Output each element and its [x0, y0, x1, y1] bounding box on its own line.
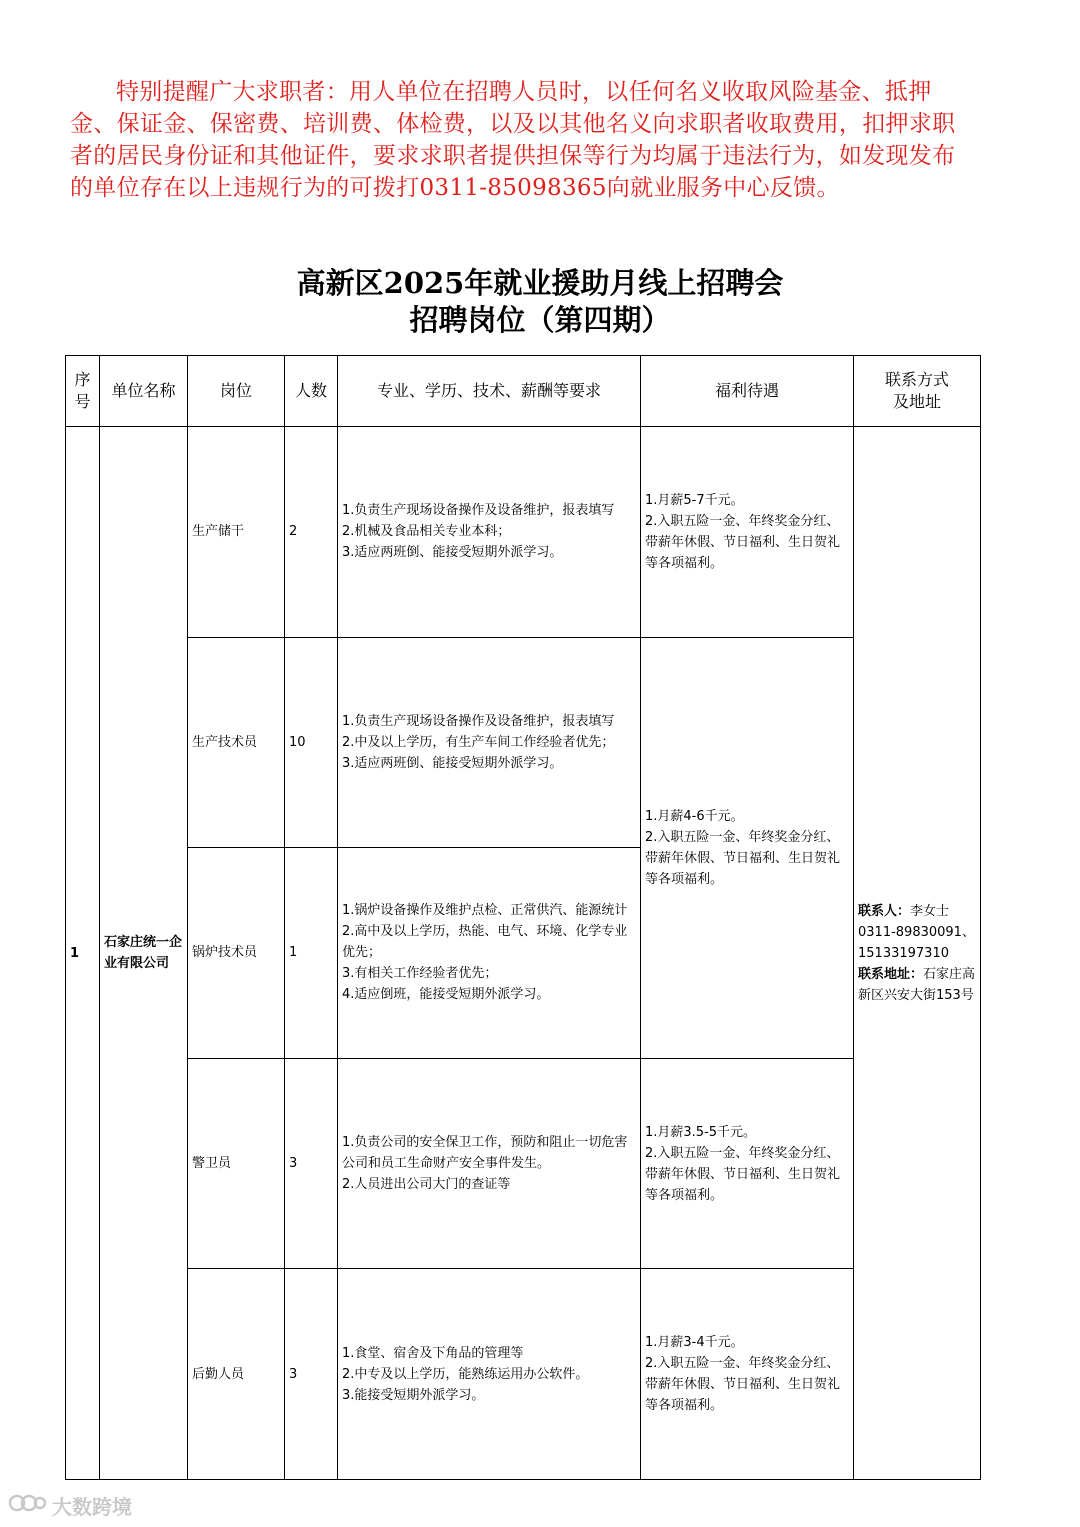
- contact-address: 石家庄高新区兴安大街153号: [858, 966, 976, 1003]
- count-cell: 1: [285, 848, 338, 1059]
- contact-person: 李女士: [910, 903, 950, 919]
- benefits-cell: 1.月薪4-6千元。 2.入职五险一金、年终奖金分红、带薪年休假、节日福利、生日贺礼等各项福利。: [641, 637, 854, 1058]
- table-row: [66, 1058, 981, 1269]
- page-subtitle: 招聘岗位（第四期）: [409, 303, 671, 337]
- requirements-cell: 1.食堂、宿舍及下角品的管理等 2.中专及以上学历，能熟练运用办公软件。 3.能接受短期外派学习。: [338, 1269, 641, 1480]
- requirements-cell: 1.负责公司的安全保卫工作，预防和阻止一切危害公司和员工生命财产安全事件发生。 2.人员进出公司大门的查证等: [338, 1058, 641, 1269]
- requirements-cell: 1.负责生产现场设备操作及设备维护，报表填写 2.机械及食品相关专业本科； 3.适应两班倒、能接受短期外派学习。: [338, 427, 641, 638]
- contact-phones: 0311-89830091、15133197310: [858, 924, 975, 961]
- position-cell: 锅炉技术员: [188, 848, 285, 1059]
- benefits-cell: 1.月薪3-4千元。 2.入职五险一金、年终奖金分红、带薪年休假、节日福利、生日贺礼等各项福利。: [641, 1269, 854, 1480]
- contact-address-label: 联系地址：: [858, 966, 924, 982]
- header-seq: 序 号: [66, 356, 100, 427]
- logo-icon: [8, 1492, 48, 1519]
- position-cell: 生产储干: [188, 427, 285, 638]
- count-cell: 3: [285, 1058, 338, 1269]
- header-company: 单位名称: [100, 356, 188, 427]
- count-cell: 3: [285, 1269, 338, 1480]
- header-requirements: 专业、学历、技术、薪酬等要求: [338, 356, 641, 427]
- watermark-text: 大数跨境: [52, 1494, 132, 1519]
- notice: [70, 76, 970, 204]
- table-row: [66, 637, 981, 848]
- contact-cell: [854, 427, 981, 1480]
- contact-person-label: 联系人：: [858, 903, 911, 919]
- page-title: 高新区2025年就业援助月线上招聘会: [296, 266, 784, 300]
- job-table: [65, 355, 981, 1480]
- position-cell: 警卫员: [188, 1058, 285, 1269]
- seq-cell: 1: [66, 427, 100, 1480]
- table-row: [66, 427, 981, 638]
- notice-text: 特别提醒广大求职者：用人单位在招聘人员时，以任何名义收取风险基金、抵押金、保证金、保密费、培训费、体检费，以及以其他名义向求职者收取费用，扣押求职者的居民身份证和其他证件，要求求职者提供担保等行为均属于违法行为，如发现发布的单位存在以上违规行为的可拨打0311-85098365向就业服务中心反馈。: [70, 79, 956, 201]
- count-cell: 2: [285, 427, 338, 638]
- watermark: [8, 1490, 132, 1520]
- header-position: 岗位: [188, 356, 285, 427]
- requirements-cell: 1.锅炉设备操作及维护点检、正常供汽、能源统计 2.高中及以上学历，热能、电气、环境、化学专业优先； 3.有相关工作经验者优先； 4.适应倒班，能接受短期外派学习。: [338, 848, 641, 1059]
- requirements-cell: 1.负责生产现场设备操作及设备维护，报表填写 2.中及以上学历，有生产车间工作经验者优先； 3.适应两班倒、能接受短期外派学习。: [338, 637, 641, 848]
- table-row: [66, 1269, 981, 1480]
- count-cell: 10: [285, 637, 338, 848]
- table-header-row: [66, 356, 981, 427]
- header-count: 人数: [285, 356, 338, 427]
- company-cell: 石家庄统一企业有限公司: [100, 427, 188, 1480]
- benefits-cell: 1.月薪3.5-5千元。 2.入职五险一金、年终奖金分红、带薪年休假、节日福利、生日贺礼等各项福利。: [641, 1058, 854, 1269]
- benefits-cell: 1.月薪5-7千元。 2.入职五险一金、年终奖金分红、带薪年休假、节日福利、生日贺礼等各项福利。: [641, 427, 854, 638]
- header-benefits: 福利待遇: [641, 356, 854, 427]
- position-cell: 后勤人员: [188, 1269, 285, 1480]
- position-cell: 生产技术员: [188, 637, 285, 848]
- header-contact: 联系方式 及地址: [854, 356, 981, 427]
